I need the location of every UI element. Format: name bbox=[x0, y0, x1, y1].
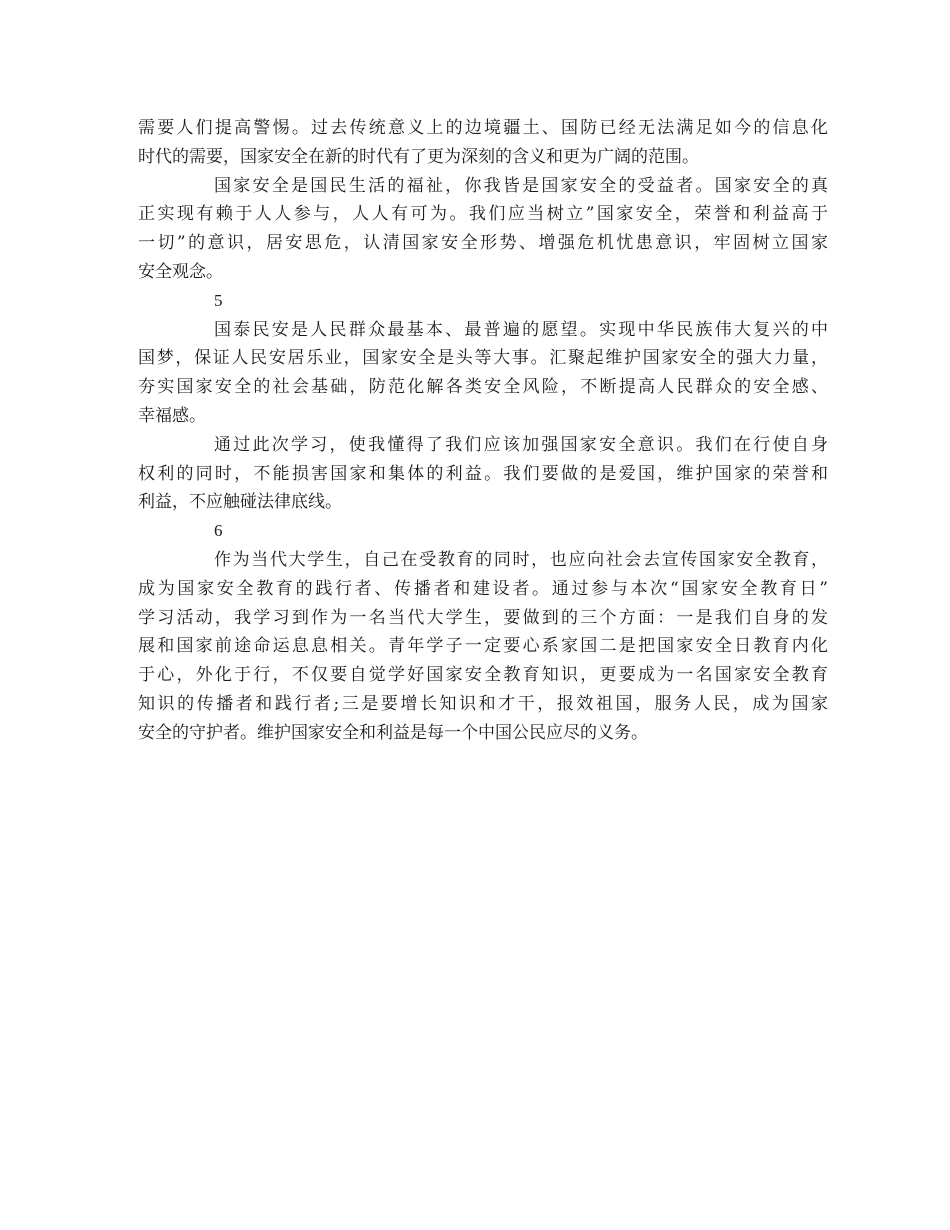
text-line: 展和国家前途命运息息相关。青年学子一定要心系家国二是把国家安全日教育内化 bbox=[138, 636, 828, 657]
text-line: 学习活动，我学习到作为一名当代大学生，要做到的三个方面：一是我们自身的发 bbox=[138, 607, 828, 628]
text-line: 一切”的意识，居安思危，认清国家安全形势、增强危机忧患意识，牢固树立国家 bbox=[138, 233, 828, 254]
paragraph bbox=[138, 114, 828, 172]
text-line: 国泰民安是人民群众最基本、最普遍的愿望。实现中华民族伟大复兴的中 bbox=[214, 319, 828, 340]
text-line: 知识的传播者和践行者;三是要增长知识和才干，报效祖国，服务人民，成为国家 bbox=[138, 693, 828, 714]
document-body bbox=[138, 114, 828, 748]
paragraph bbox=[138, 546, 828, 748]
paragraph bbox=[138, 431, 828, 517]
text-line: 权利的同时，不能损害国家和集体的利益。我们要做的是爱国，维护国家的荣誉和 bbox=[138, 463, 828, 484]
text-line: 利益，不应触碰法律底线。 bbox=[138, 492, 342, 513]
text-line: 作为当代大学生，自己在受教育的同时，也应向社会去宣传国家安全教育， bbox=[214, 549, 828, 570]
text-line: 时代的需要，国家安全在新的时代有了更为深刻的含义和更为广阔的范围。 bbox=[138, 146, 699, 167]
section-number-text: 6 bbox=[214, 521, 223, 541]
section-number bbox=[138, 287, 828, 316]
paragraph bbox=[138, 316, 828, 431]
text-line: 成为国家安全教育的践行者、传播者和建设者。通过参与本次“国家安全教育日” bbox=[138, 578, 828, 599]
text-line: 夯实国家安全的社会基础，防范化解各类安全风险，不断提高人民群众的安全感、 bbox=[138, 377, 828, 398]
text-line: 安全观念。 bbox=[138, 261, 223, 282]
text-line: 国家安全是国民生活的福祉，你我皆是国家安全的受益者。国家安全的真 bbox=[214, 175, 828, 196]
section-number bbox=[138, 517, 828, 546]
text-line: 需要人们提高警惕。过去传统意义上的边境疆土、国防已经无法满足如今的信息化 bbox=[138, 118, 828, 138]
text-line: 安全的守护者。维护国家安全和利益是每一个中国公民应尽的义务。 bbox=[138, 722, 648, 743]
section-number-text: 5 bbox=[214, 290, 223, 310]
text-line: 通过此次学习，使我懂得了我们应该加强国家安全意识。我们在行使自身 bbox=[214, 434, 828, 455]
text-line: 幸福感。 bbox=[138, 405, 206, 426]
text-line: 于心，外化于行，不仅要自觉学好国家安全教育知识，更要成为一名国家安全教育 bbox=[138, 665, 828, 686]
text-line: 国梦，保证人民安居乐业，国家安全是头等大事。汇聚起维护国家安全的强大力量， bbox=[138, 348, 828, 369]
paragraph bbox=[138, 172, 828, 287]
text-line: 正实现有赖于人人参与，人人有可为。我们应当树立”国家安全，荣誉和利益高于 bbox=[138, 204, 828, 225]
